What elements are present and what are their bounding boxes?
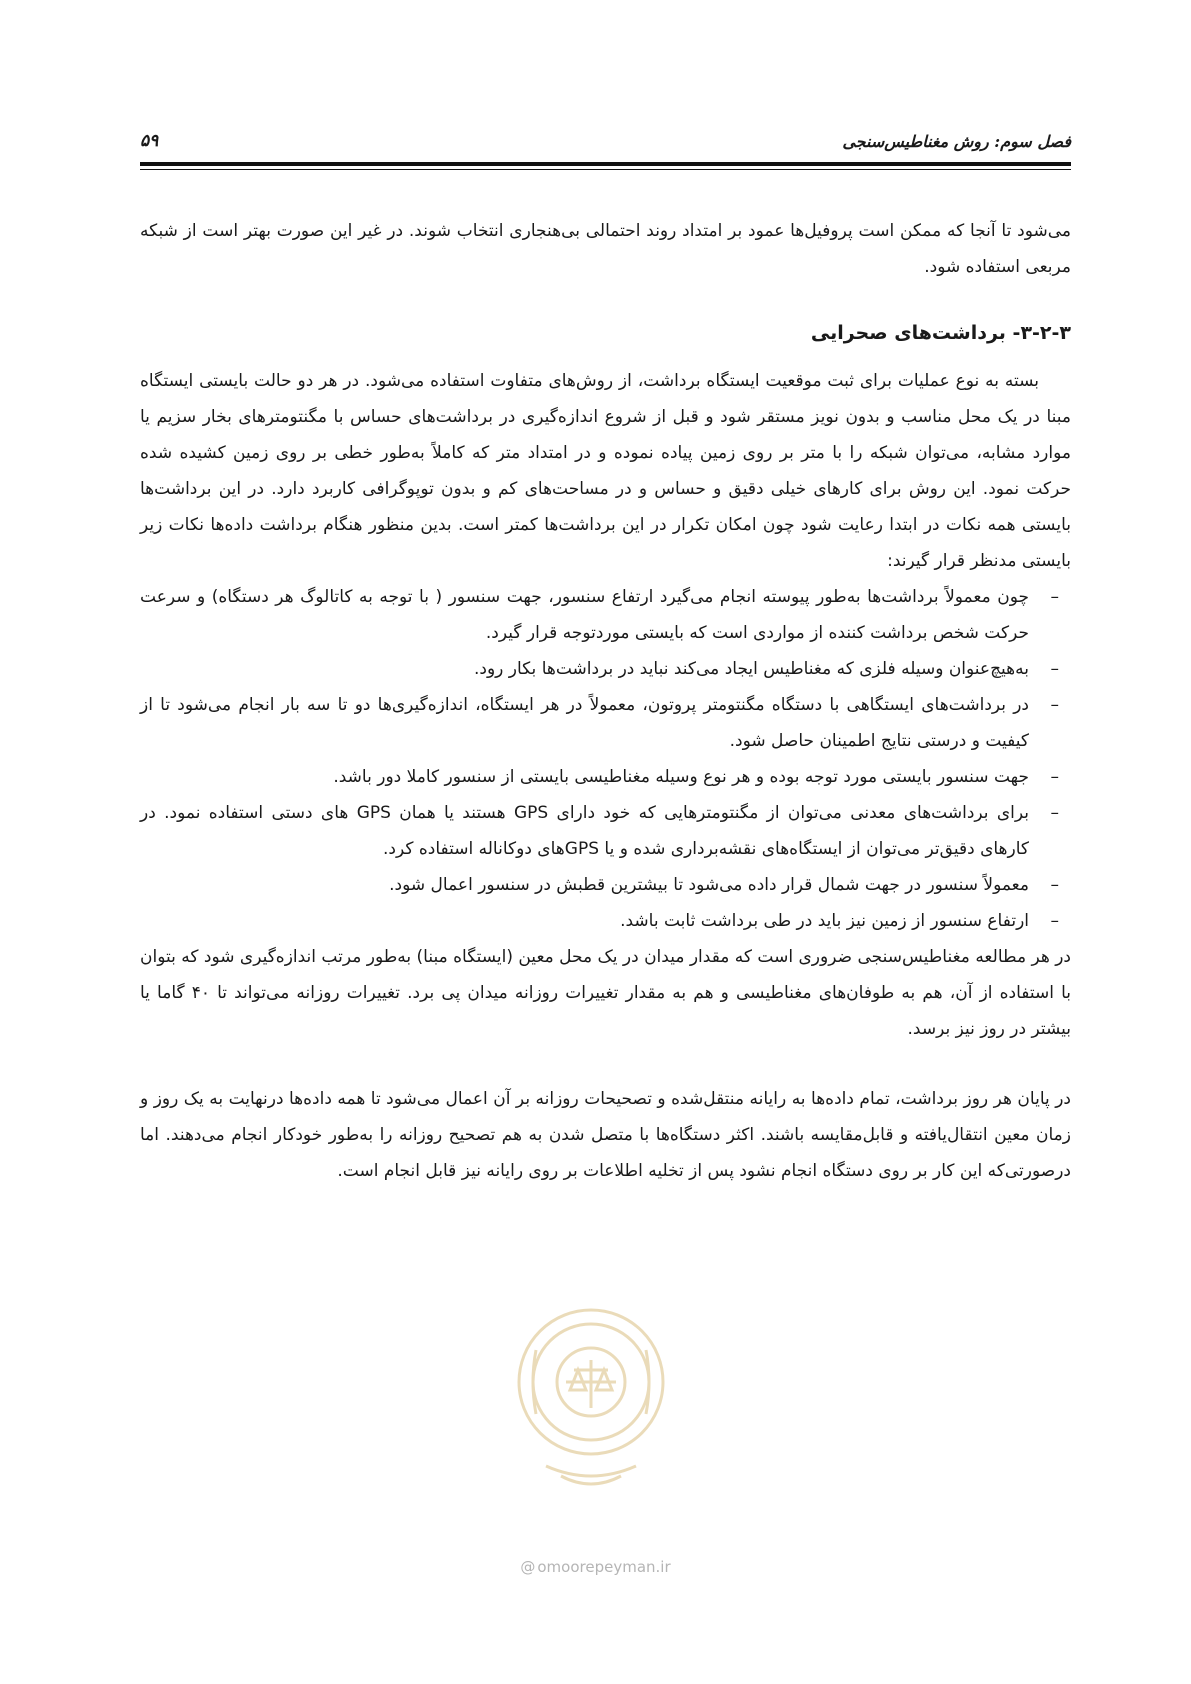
bullet-dash: – xyxy=(1050,911,1059,931)
bullet-list xyxy=(140,579,1071,939)
list-item-text: چون معمولاً برداشت‌ها به‌طور پیوسته انجام می‌گیرد ارتفاع سنسور، جهت سنسور ( با توجه به کاتالوگ هر دستگاه) و سرعت حرکت شخص برداشت کننده از مواردی است که بایستی موردتوجه قرار گیرد. xyxy=(140,587,1029,643)
watermark-url xyxy=(0,1558,1191,1576)
list-item xyxy=(140,903,1071,939)
bullet-dash: – xyxy=(1050,587,1059,607)
bullet-dash: – xyxy=(1050,875,1059,895)
list-item-text: ارتفاع سنسور از زمین نیز باید در طی برداشت ثابت باشد. xyxy=(620,911,1029,931)
list-item-text: جهت سنسور بایستی مورد توجه بوده و هر نوع وسیله مغناطیسی بایستی از سنسور کاملا دور باشد. xyxy=(333,767,1029,787)
bullet-dash: – xyxy=(1050,659,1059,679)
running-header xyxy=(140,126,1071,156)
list-item-text: در برداشت‌های ایستگاهی با دستگاه مگنتومتر پروتون، معمولاً در هر ایستگاه، اندازه‌گیری‌ها دو تا سه بار انجام می‌شود تا از کیفیت و درستی نتایج اطمینان حاصل شود. xyxy=(140,695,1029,751)
section-paragraph: بسته به نوع عملیات برای ثبت موقعیت ایستگاه برداشت، از روش‌های متفاوت استفاده می‌شود. در هر دو حالت بایستی ایستگاه مبنا در یک محل مناسب و بدون نویز مستقر شود و قبل از شروع اندازه‌گیری در برداشت‌های حساس با مگنتومترهای بخار سزیم یا موارد مشابه، می‌توان شبکه را با متر بر روی زمین پیاده نموده و در امتداد متر که کاملاً به‌طور خطی بر روی زمین کشیده شده حرکت نمود. این روش برای کارهای خیلی دقیق و حساس و در مساحت‌های کم و بدون توپوگرافی کاربرد دارد. در این برداشت‌ها بایستی همه نکات در ابتدا رعایت شود چون امکان تکرار در این برداشت‌ها کمتر است. بدین منظور هنگام برداشت داده‌ها نکات زیر بایستی مدنظر قرار گیرند: xyxy=(140,371,1071,571)
list-item xyxy=(140,687,1071,759)
bullet-dash: – xyxy=(1050,803,1059,823)
page-number: ۵۹ xyxy=(140,131,159,151)
list-item xyxy=(140,579,1071,651)
section-heading: ۳-۲-۳- برداشت‌های صحرایی xyxy=(810,322,1071,344)
watermark-seal-icon xyxy=(506,1290,676,1500)
list-item-text: به‌هیچ‌عنوان وسیله فلزی که مغناطیس ایجاد می‌کند نباید در برداشت‌ها بکار رود. xyxy=(473,659,1029,679)
intro-paragraph: می‌شود تا آنجا که ممکن است پروفیل‌ها عمود بر امتداد روند احتمالی بی‌هنجاری انتخاب شوند. در غیر این صورت بهتر است از شبکه مربعی استفاده شود. xyxy=(140,221,1071,277)
body-content xyxy=(140,213,1071,1189)
list-item xyxy=(140,651,1071,687)
at-icon: @ xyxy=(520,1558,536,1576)
list-item xyxy=(140,759,1071,795)
paragraph-gap xyxy=(140,1047,1071,1081)
watermark-url-text: omoorepeyman.ir xyxy=(537,1558,671,1576)
list-item-text: برای برداشت‌های معدنی می‌توان از مگنتومترهایی که خود دارای GPS هستند یا همان GPS های دستی استفاده نمود. در کارهای دقیق‌تر می‌توان از ایستگاه‌های نقشه‌برداری شده و یا GPSهای دوکاناله استفاده کرد. xyxy=(140,803,1029,859)
header-rule-thick xyxy=(140,162,1071,166)
bullet-dash: – xyxy=(1050,767,1059,787)
list-item-text: معمولاً سنسور در جهت شمال قرار داده می‌شود تا بیشترین قطبش در سنسور اعمال شود. xyxy=(389,875,1029,895)
header-rule-thin xyxy=(140,169,1071,170)
chapter-title: فصل سوم: روش مغناطیس‌سنجی xyxy=(842,131,1071,151)
daily-correction-paragraph: در پایان هر روز برداشت، تمام داده‌ها به رایانه منتقل‌شده و تصحیحات روزانه بر آن اعمال می‌شود تا همه داده‌ها درنهایت به یک روز و زمان معین انتقال‌یافته و قابل‌مقایسه باشند. اکثر دستگاه‌ها با متصل شدن به هم تصحیح روزانه را به‌طور خودکار انجام می‌دهند. اما درصورتی‌که این کار بر روی دستگاه انجام نشود پس از تخلیه اطلاعات بر روی رایانه نیز قابل انجام است. xyxy=(140,1089,1071,1181)
list-item xyxy=(140,795,1071,867)
list-item xyxy=(140,867,1071,903)
bullet-dash: – xyxy=(1050,695,1059,715)
base-station-paragraph: در هر مطالعه مغناطیس‌سنجی ضروری است که مقدار میدان در یک محل معین (ایستگاه مبنا) به‌طور مرتب اندازه‌گیری شود که بتوان با استفاده از آن، هم به طوفان‌های مغناطیسی و هم به مقدار تغییرات روزانه میدان پی برد. تغییرات روزانه می‌تواند تا ۴۰ گاما یا بیشتر در روز نیز برسد. xyxy=(140,947,1072,1039)
